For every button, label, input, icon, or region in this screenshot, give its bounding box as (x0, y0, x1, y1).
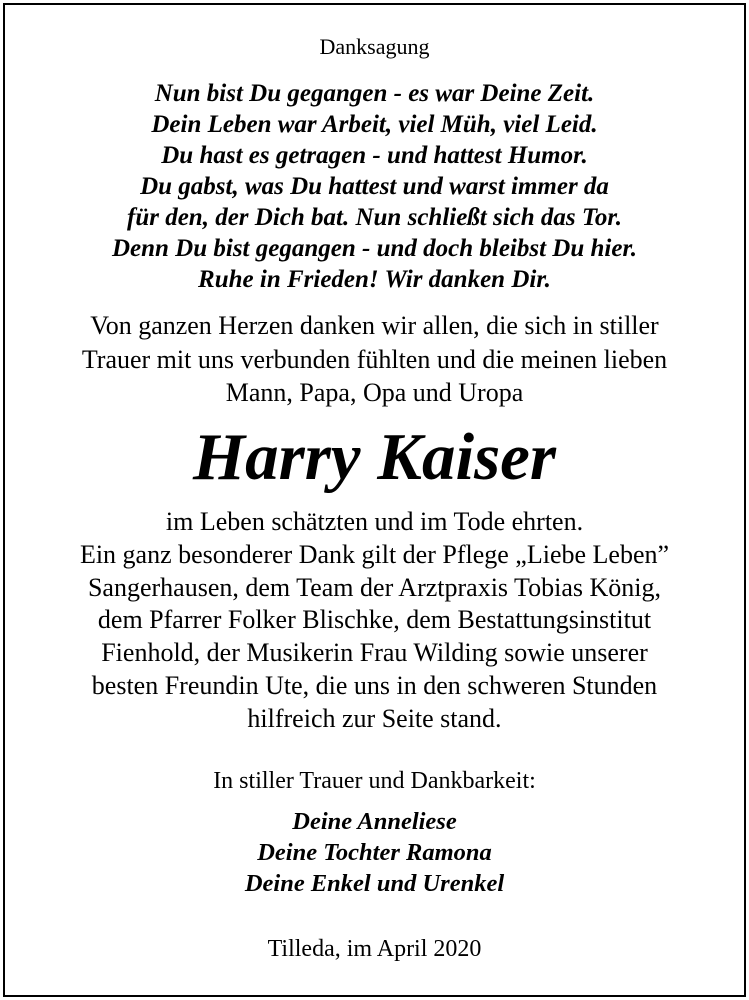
thanks-line: im Leben schätzten und im Tode ehrten. (165, 507, 584, 536)
thanks-line: dem Pfarrer Folker Blischke, dem Bestattungsinstitut (97, 605, 652, 635)
closing-line: In stiller Trauer und Dankbarkeit: (213, 768, 536, 794)
poem-line: Ruhe in Frieden! Wir danken Dir. (198, 266, 551, 293)
intro-line: Von ganzen Herzen danken wir allen, die sich in stiller (90, 311, 659, 340)
poem-line: für den, der Dich bat. Nun schließt sich das Tor. (127, 204, 622, 231)
notice-heading: Danksagung (319, 34, 430, 59)
intro-line: Trauer mit uns verbunden fühlten und die meinen lieben (81, 344, 668, 374)
thanks-paragraph (0, 506, 749, 736)
signature-line: Deine Enkel und Urenkel (244, 870, 505, 897)
thanks-line: Ein ganz besonderer Dank gilt der Pflege „Liebe Leben” (79, 539, 670, 569)
intro-line: Mann, Papa, Opa und Uropa (225, 378, 524, 407)
poem-line: Nun bist Du gegangen - es war Deine Zeit. (154, 80, 595, 107)
memorial-poem (0, 78, 749, 295)
poem-line: Du hast es getragen - und hattest Humor. (161, 142, 588, 169)
poem-line: Du gabst, was Du hattest und warst immer da (140, 173, 609, 200)
thanks-line: Fienhold, der Musikerin Frau Wilding sowie unserer (101, 638, 648, 668)
signature-line: Deine Anneliese (292, 808, 457, 835)
signature-line: Deine Tochter Ramona (257, 839, 492, 866)
thanks-line: hilfreich zur Seite stand. (247, 703, 502, 733)
place-and-date: Tilleda, im April 2020 (267, 936, 482, 962)
deceased-name: Harry Kaiser (193, 420, 556, 494)
poem-line: Dein Leben war Arbeit, viel Müh, viel Leid. (151, 111, 598, 138)
poem-line: Denn Du bist gegangen - und doch bleibst Du hier. (111, 235, 638, 262)
intro-paragraph (0, 309, 749, 410)
family-signatures (0, 806, 749, 899)
thanks-line: besten Freundin Ute, die uns in den schweren Stunden (91, 670, 658, 700)
thanks-line: Sangerhausen, dem Team der Arztpraxis Tobias König, (87, 572, 662, 602)
